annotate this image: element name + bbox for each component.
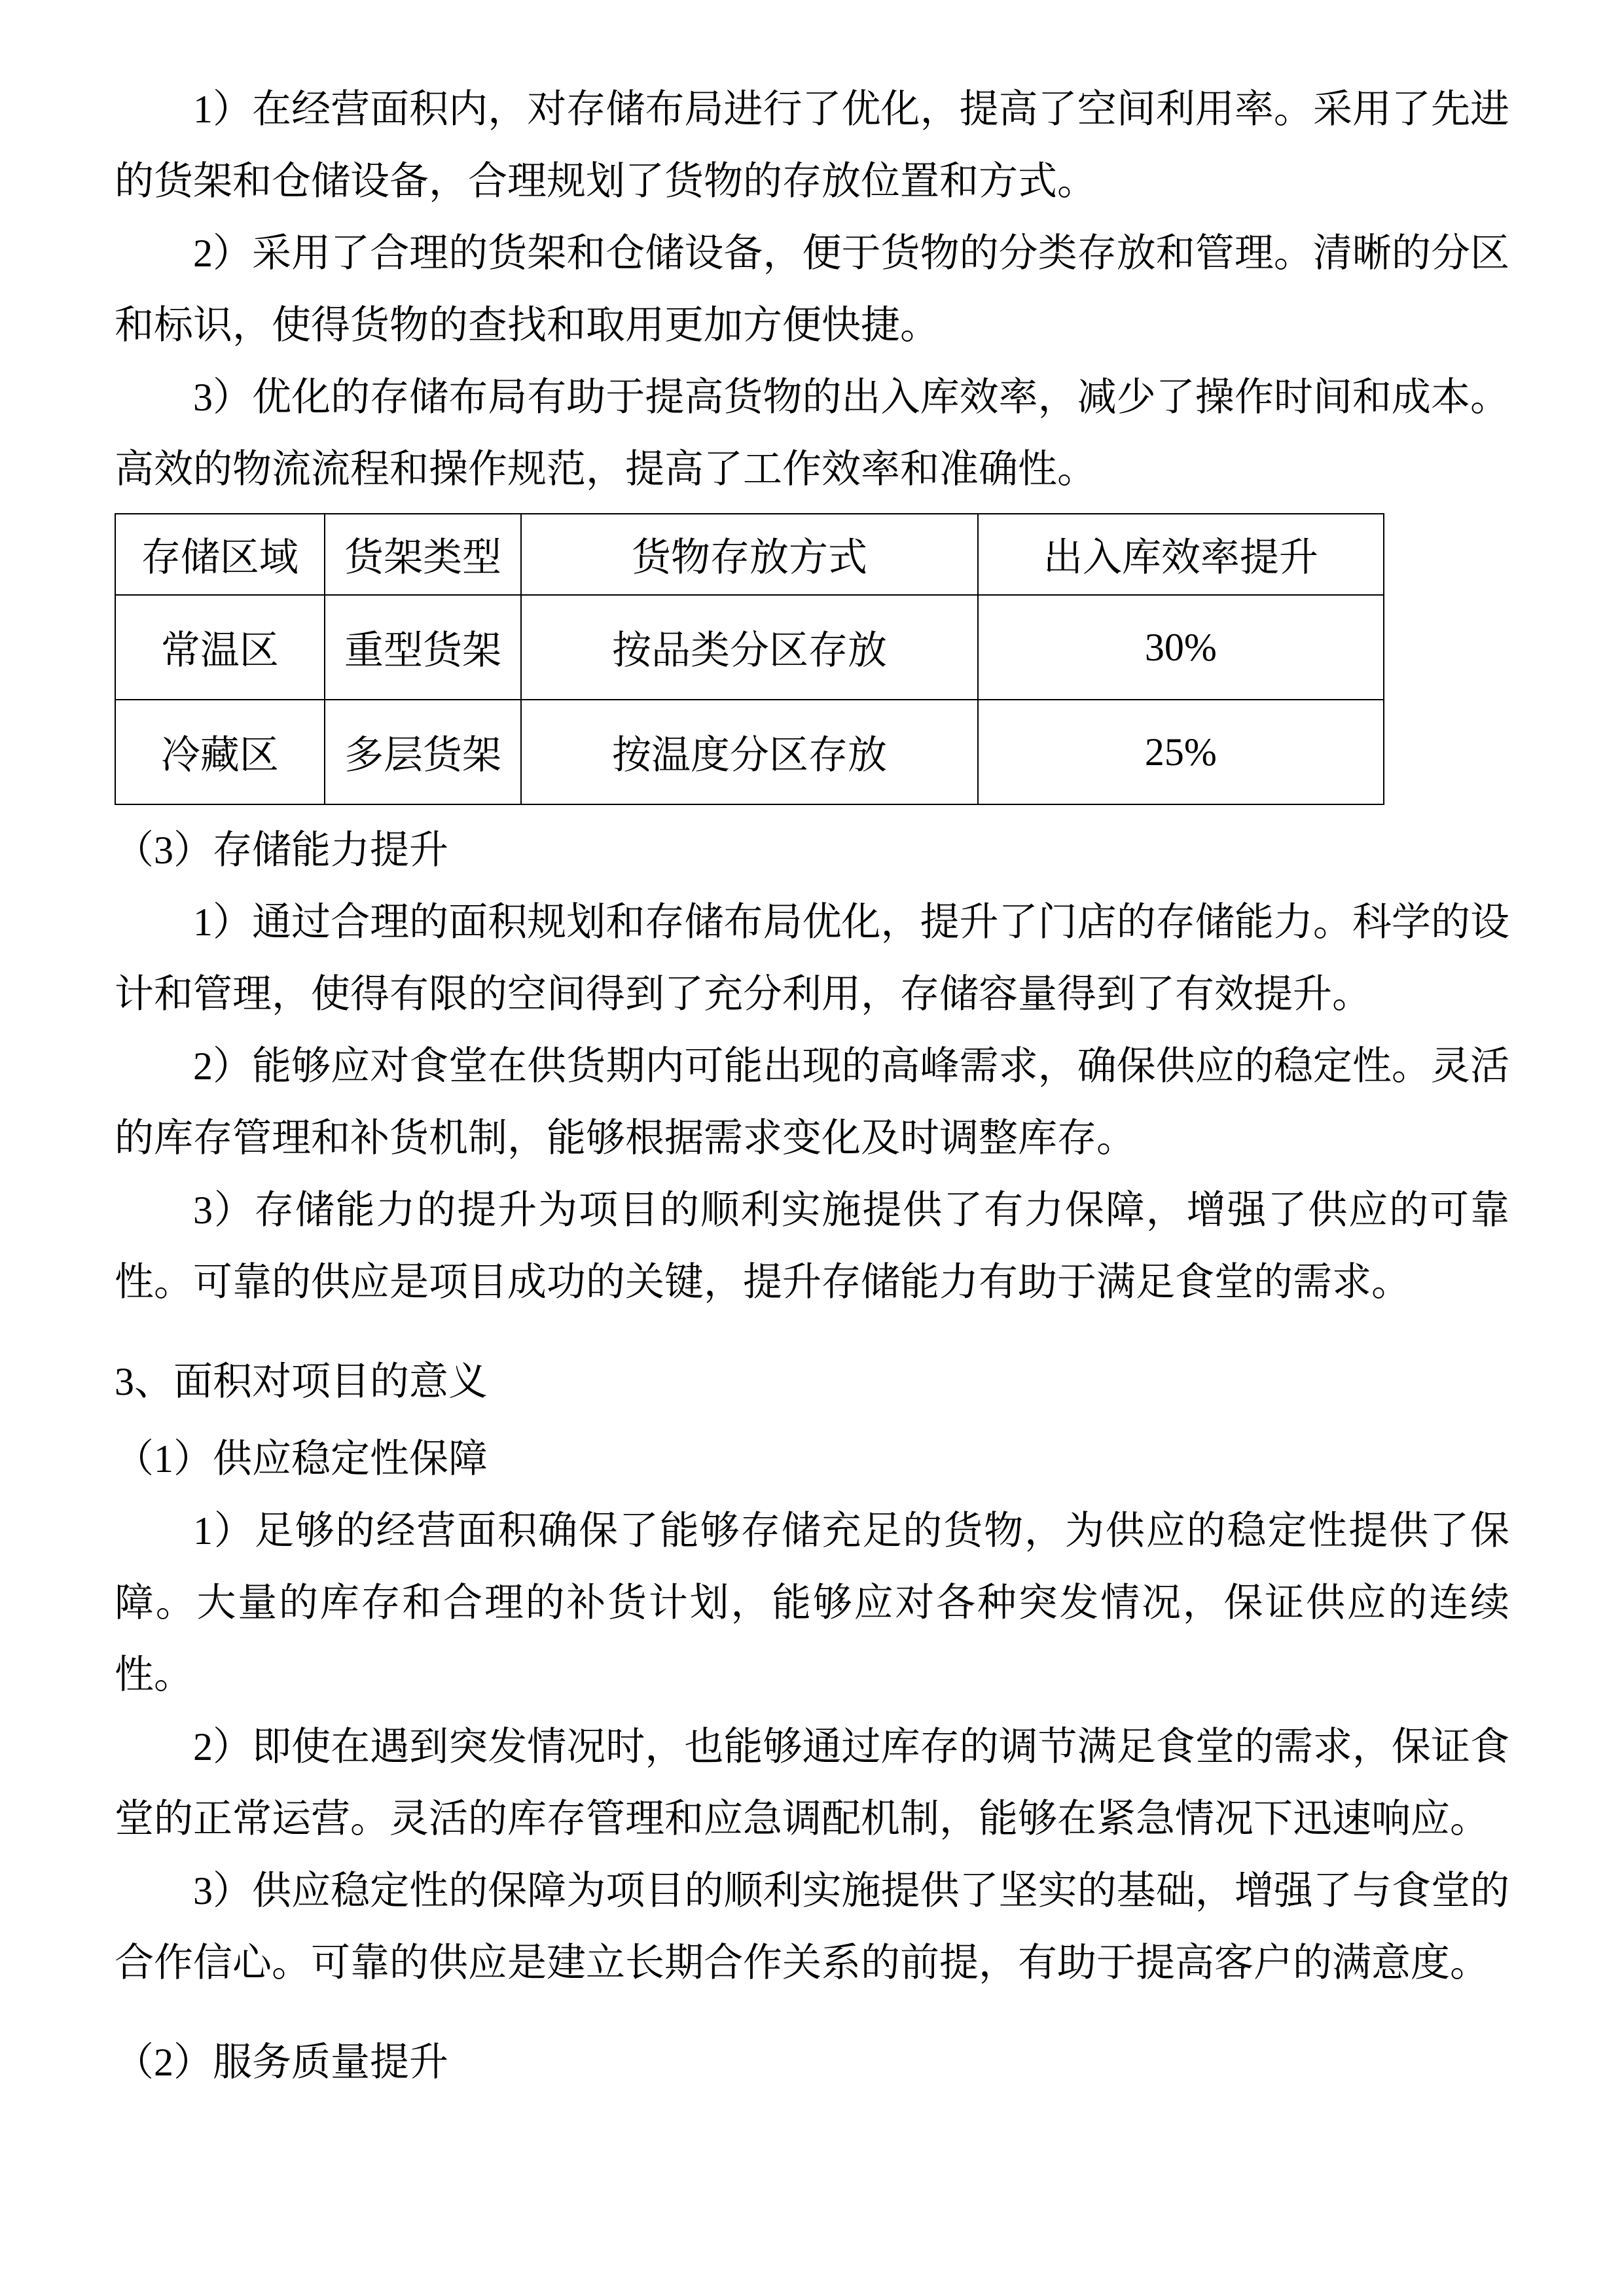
table-header-efficiency-gain: 出入库效率提升 (978, 514, 1384, 595)
heading-storage-capacity: （3）存储能力提升 (115, 829, 448, 872)
paragraph-supply-stability-3: 3）供应稳定性的保障为项目的顺利实施提供了坚实的基础，增强了与食堂的合作信心。可靠的供应是建立长期合作关系的前提，有助于提高客户的满意度。 (115, 1869, 1509, 1984)
table-header-shelf-type: 货架类型 (325, 514, 521, 595)
heading-supply-stability: （1）供应稳定性保障 (115, 1437, 488, 1480)
paragraph-supply-stability-2: 2）即使在遇到突发情况时，也能够通过库存的调节满足食堂的需求，保证食堂的正常运营。灵活的库存管理和应急调配机制，能够在紧急情况下迅速响应。 (115, 1725, 1509, 1840)
storage-efficiency-table (115, 513, 1384, 805)
table-cell-method: 按温度分区存放 (521, 700, 978, 804)
table-header-row (115, 514, 1384, 595)
table-cell-efficiency: 30% (978, 595, 1384, 700)
table-cell-efficiency: 25% (978, 700, 1384, 804)
paragraph-storage-capacity-1: 1）通过合理的面积规划和存储布局优化，提升了门店的存储能力。科学的设计和管理，使得有限的空间得到了充分利用，存储容量得到了有效提升。 (115, 901, 1509, 1016)
table-header-storage-method: 货物存放方式 (521, 514, 978, 595)
paragraph-storage-capacity-3: 3）存储能力的提升为项目的顺利实施提供了有力保障，增强了供应的可靠性。可靠的供应是项目成功的关键，提升存储能力有助于满足食堂的需求。 (115, 1189, 1509, 1304)
table-cell-zone: 常温区 (115, 595, 325, 700)
heading-service-quality: （2）服务质量提升 (115, 2041, 448, 2084)
table-cell-method: 按品类分区存放 (521, 595, 978, 700)
table-header-storage-zone: 存储区域 (115, 514, 325, 595)
table-cell-shelf: 重型货架 (325, 595, 521, 700)
table-row (115, 595, 1384, 700)
heading-area-significance: 3、面积对项目的意义 (115, 1360, 488, 1403)
table-cell-zone: 冷藏区 (115, 700, 325, 804)
table-cell-shelf: 多层货架 (325, 700, 521, 804)
paragraph-storage-capacity-2: 2）能够应对食堂在供货期内可能出现的高峰需求，确保供应的稳定性。灵活的库存管理和补货机制，能够根据需求变化及时调整库存。 (115, 1045, 1509, 1160)
paragraph-supply-stability-1: 1）足够的经营面积确保了能够存储充足的货物，为供应的稳定性提供了保障。大量的库存和合理的补货计划，能够应对各种突发情况，保证供应的连续性。 (115, 1509, 1509, 1696)
paragraph-storage-layout-1: 1）在经营面积内，对存储布局进行了优化，提高了空间利用率。采用了先进的货架和仓储设备，合理规划了货物的存放位置和方式。 (115, 88, 1509, 203)
paragraph-storage-layout-3: 3）优化的存储布局有助于提高货物的出入库效率，减少了操作时间和成本。高效的物流流程和操作规范，提高了工作效率和准确性。 (115, 376, 1509, 491)
table-row (115, 700, 1384, 804)
paragraph-storage-layout-2: 2）采用了合理的货架和仓储设备，便于货物的分类存放和管理。清晰的分区和标识，使得货物的查找和取用更加方便快捷。 (115, 232, 1509, 347)
